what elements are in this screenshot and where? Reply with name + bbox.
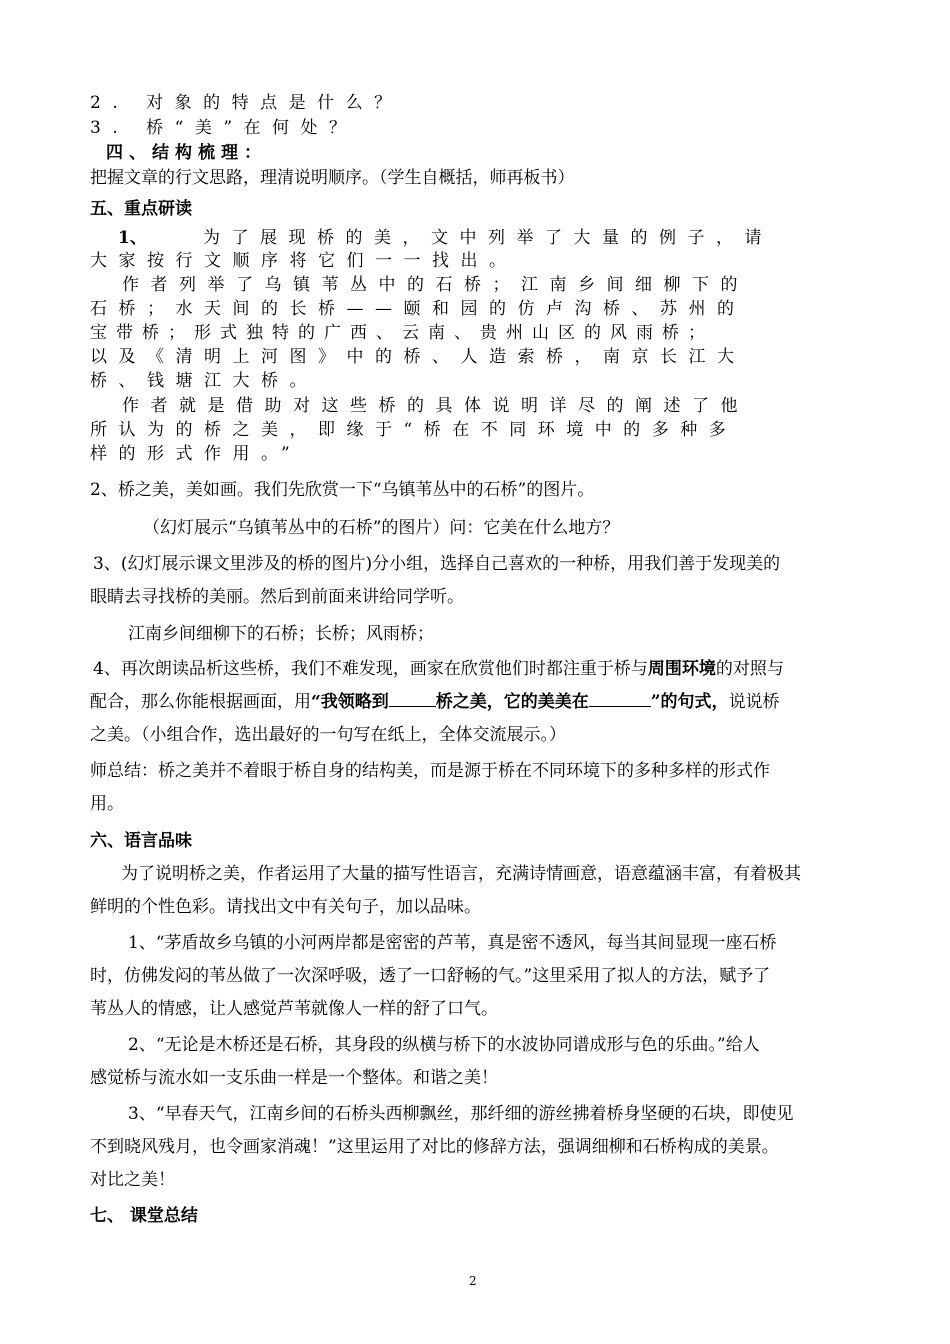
example-1-line-3: 苇丛人的情感，让人感觉芦苇就像人一样的舒了口气。 (90, 999, 498, 1019)
example-3-line-3: 对比之美！ (90, 1170, 175, 1190)
item-4-line-1 (93, 658, 784, 680)
item-4-line-2-text: 配合，那么你能根据画面，用 (90, 692, 311, 712)
teacher-summary-line-2: 用。 (90, 794, 124, 814)
item-1-line-8: 作者就是借助对这些桥的具体说明详尽的阐述了他 (122, 396, 749, 416)
section-6-heading: 六、语言品味 (90, 831, 192, 851)
sentence-pattern-end: ”的句式， (650, 692, 729, 712)
blank-2 (589, 692, 651, 707)
teacher-summary-line-1: 师总结：桥之美并不着眼于桥自身的结构美，而是源于桥在不同环境下的多种多样的形式作 (90, 761, 770, 781)
item-1-line-4: 石桥；水天间的长桥——颐和园的仿卢沟桥、苏州的 (90, 299, 746, 319)
item-1-line-6: 以及《清明上河图》中的桥、人造索桥，南京长江大 (90, 347, 746, 367)
item-1-line-10: 样的形式作用。” (90, 444, 302, 464)
page-number: 2 (469, 1274, 477, 1288)
section-4-text: 把握文章的行文思路，理清说明顺序。（学生自概括，师再板书） (90, 168, 575, 188)
item-1-line-7: 桥、钱塘江大桥。 (90, 371, 318, 391)
example-1-line-2: 时，仿佛发闷的苇丛做了一次深呼吸，透了一口舒畅的气。”这里采用了拟人的方法，赋予了 (90, 966, 771, 986)
section-7-heading: 七、 课堂总结 (90, 1206, 198, 1226)
item-3-line-1: 3、(幻灯展示课文里涉及的桥的图片)分小组，选择自己喜欢的一种桥，用我们善于发现美的 (93, 554, 781, 574)
item-2-text: 2、桥之美，美如画。我们先欣赏一下“乌镇苇丛中的石桥”的图片。 (90, 480, 595, 500)
item-1-line-1: 为了展现桥的美，文中列举了大量的例子，请 (203, 228, 773, 248)
question-2: 2. 对象的特点是什么？ (90, 93, 403, 113)
item-1-line-3: 作者列举了乌镇苇丛中的石桥；江南乡间细柳下的 (122, 275, 749, 295)
section-4-heading: 四、结构梳理： (106, 143, 267, 163)
example-1-line-1: 1、“茅盾故乡乌镇的小河两岸都是密密的芦苇，真是密不透风，每当其间显现一座石桥 (128, 933, 777, 953)
item-1-number: 1、 (118, 228, 147, 248)
item-4-line-1-text: 4、再次朗读品析这些桥，我们不难发现，画家在欣赏他们时都注重于桥与 (93, 659, 648, 679)
example-2-line-1: 2、“无论是木桥还是石桥，其身段的纵横与桥下的水波协同谱成形与色的乐曲。”给人 (128, 1035, 760, 1055)
item-4-line-2-tail: 说说桥 (728, 692, 780, 712)
item-3-line-2: 眼睛去寻找桥的美丽。然后到前面来讲给同学听。 (90, 587, 464, 607)
item-4-emphasis: 周围环境 (647, 659, 716, 679)
item-2-sub: （幻灯展示“乌镇苇丛中的石桥”的图片）问：它美在什么地方？ (143, 518, 620, 538)
item-1-line-5: 宝带桥；形式独特的广西、云南、贵州山区的风雨桥； (90, 323, 714, 343)
example-3-line-1: 3、“早春天气，江南乡间的石桥头西柳飘丝，那纤细的游丝拂着桥身坚硬的石块，即使见 (128, 1104, 794, 1124)
item-4-line-2 (90, 691, 780, 713)
item-3-sub: 江南乡间细柳下的石桥；长桥；风雨桥； (128, 624, 434, 644)
item-4-line-1-tail: 的对照与 (715, 659, 784, 679)
example-3-line-2: 不到晓风残月，也令画家消魂！”这里运用了对比的修辞方法，强调细柳和石桥构成的美景。 (90, 1137, 779, 1157)
section-5-heading: 五、重点研读 (90, 199, 192, 219)
blank-1 (389, 692, 436, 707)
item-4-line-3: 之美。（小组合作，选出最好的一句写在纸上，全体交流展示。） (90, 725, 566, 745)
item-1-line-2: 大家按行文顺序将它们一一找出。 (90, 251, 518, 271)
section-6-intro-line-1: 为了说明桥之美，作者运用了大量的描写性语言，充满诗情画意，语意蕴涵丰富，有着极其 (121, 864, 801, 884)
question-3: 3. 桥“美”在何处？ (90, 118, 358, 138)
example-2-line-2: 感觉桥与流水如一支乐曲一样是一个整体。和谐之美！ (90, 1068, 498, 1088)
section-6-intro-line-2: 鲜明的个性色彩。请找出文中有关句子，加以品味。 (90, 897, 481, 917)
item-1-line-9: 所认为的桥之美，即缘于“桥在不同环境中的多种多 (90, 420, 738, 440)
sentence-pattern-start: “我领略到 (311, 692, 389, 712)
sentence-pattern-middle: 桥之美，它的美美在 (435, 692, 589, 712)
